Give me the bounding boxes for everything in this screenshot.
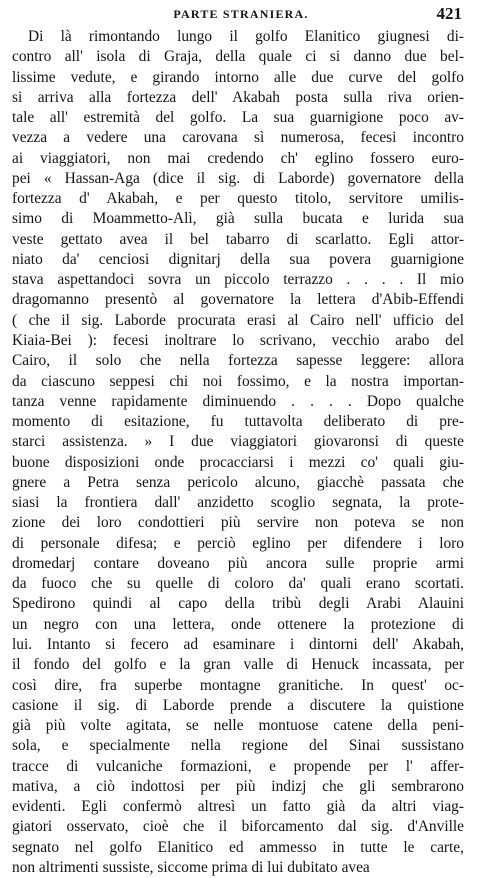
text-line: veste gettato avea il bel tabarro di scarlatto. Egli attor-	[12, 230, 464, 248]
text-line: momento di esitazione, fu tuttavolta deliberato di pre-	[12, 413, 464, 431]
text-line: evidenti. Egli confermò altresì un fatto già da altri viag-	[12, 798, 464, 816]
text-line: da ciascuno seppesi chi noi fossimo, e la nostra importan-	[12, 372, 464, 390]
text-line: simo di Moammetto-Alì, già sulla bucata e lurida sua	[12, 210, 464, 228]
text-line: segnato nel golfo Elanitico ed ammesso in tutte le carte,	[12, 838, 464, 856]
text-line: ( che il sig. Laborde procurata erasi al Cairo nell' ufficio del	[12, 311, 464, 329]
text-line: contro all' isola di Graja, della quale ci si danno due bel-	[12, 48, 464, 66]
text-line: si arriva alla fortezza dell' Akabah posta sulla riva orien-	[12, 88, 464, 106]
text-line: giatori osservato, cioè che il biforcamento dal sig. d'Anville	[12, 818, 464, 836]
text-line: dromedarj contare doveano più ancora sulle proprie armi	[12, 554, 464, 572]
text-line: tanza venne rapidamente diminuendo . . . . Dopo qualche	[12, 392, 464, 410]
text-line: il fondo del golfo e la gran valle di Henuck incassata, per	[12, 656, 464, 674]
text-line: già più volte agitata, se nelle montuose catene della peni-	[12, 717, 464, 735]
text-line: mativa, a ciò indottosi per più indizj che gli sembrarono	[12, 777, 464, 795]
text-line: siasi la frontiera dall' anzidetto scoglio segnata, la prote-	[12, 494, 464, 512]
text-line: fortezza d' Akabah, e per questo titolo, servitore umilis-	[12, 190, 464, 208]
text-line: buone disposizioni onde procacciarsi i mezzi co' quali giu-	[12, 453, 464, 471]
body-text	[12, 27, 464, 878]
text-line: Kiaia-Bei ): fecesi inoltrare lo scrivano, vecchio arabo del	[12, 331, 464, 349]
text-line: un negro con una lettera, onde ottenere la protezione di	[12, 615, 464, 633]
text-line: stava aspettandoci sovra un piccolo terrazzo . . . . Il mio	[12, 271, 464, 289]
running-title: PARTE STRANIERA.	[173, 7, 309, 21]
text-line: così dire, fra superbe montagne granitiche. In quest' oc-	[12, 676, 464, 694]
text-line: niato da' cenciosi dignitarj della sua povera guarnigione	[12, 250, 464, 268]
page-header	[0, 4, 482, 24]
text-line: lui. Intanto si fecero ad esaminare i dintorni dell' Akabah,	[12, 635, 464, 653]
text-line: casione il sig. di Laborde prende a discutere la quistione	[12, 696, 464, 714]
text-line: non altrimenti sussiste, siccome prima di lui dubitato avea	[12, 858, 370, 876]
text-line: starci assistenza. » I due viaggiatori giovaronsi di queste	[12, 433, 464, 451]
text-line: zione dei loro condottieri più servire non poteva se non	[12, 514, 464, 532]
text-line: dragomanno presentò al governatore la lettera d'Abib-Effendi	[12, 291, 464, 309]
text-line: vezza a vedere una carovana sì numerosa, fecesi incontro	[12, 129, 464, 147]
text-line: Spedirono quindi al capo della tribù degli Arabi Alauini	[12, 595, 464, 613]
page-number: 421	[436, 4, 462, 23]
text-line: Di là rimontando lungo il golfo Elanitico giugnesi di-	[28, 28, 464, 45]
text-line: lissime vedute, e girando intorno alle due curve del golfo	[12, 68, 464, 86]
text-line: ai viaggiatori, non mai credendo ch' eglino fossero euro-	[12, 149, 464, 167]
text-line: gnere a Petra senza pericolo alcuno, giacchè passata che	[12, 473, 464, 491]
text-line: tale all' estremità del golfo. La sua guarnigione poco av-	[12, 109, 464, 127]
text-line: pei « Hassan-Aga (dice il sig. di Laborde) governatore della	[12, 169, 464, 187]
text-line: Cairo, il solo che nella fortezza sapesse leggere: allora	[12, 352, 464, 370]
text-line: da fuoco che su quelle di coloro da' quali erano scortati.	[12, 575, 464, 593]
text-line: tracce di vulcaniche formazioni, e propende per l' affer-	[12, 757, 464, 775]
text-line: di personale difesa; e perciò eglino per difendere i loro	[12, 534, 464, 552]
text-line: sola, e specialmente nella regione del Sinai sussistano	[12, 737, 464, 755]
